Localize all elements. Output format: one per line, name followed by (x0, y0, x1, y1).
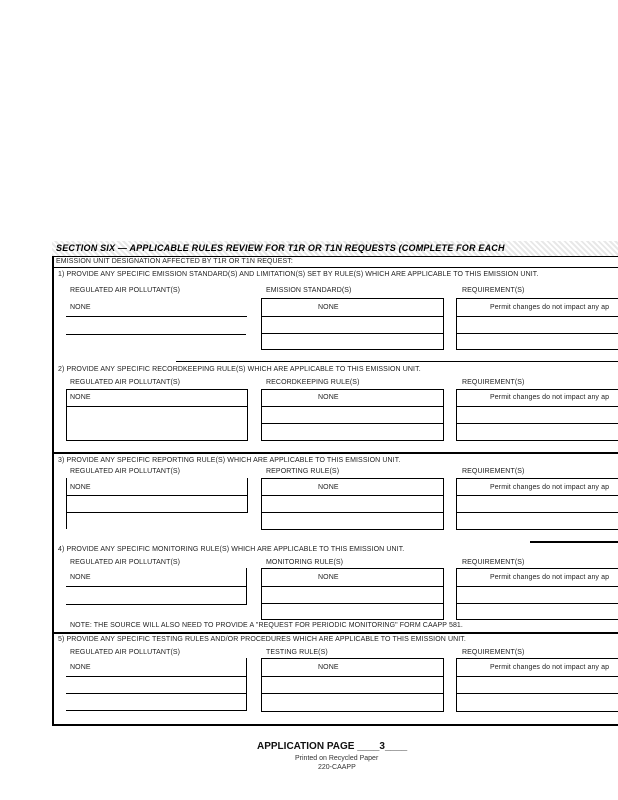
section-1-pollutant-value: NONE (70, 304, 91, 311)
application-page-label: APPLICATION PAGE ____3____ (257, 741, 408, 752)
section-5-rule-field[interactable] (261, 658, 444, 712)
section-3-col-requirement: REQUIREMENT(S) (462, 468, 525, 475)
section-2-pollutant-field[interactable] (66, 389, 248, 441)
section-4-col-requirement: REQUIREMENT(S) (462, 559, 525, 566)
divider (176, 361, 618, 362)
divider (456, 316, 618, 317)
section-1-col-standard: EMISSION STANDARD(S) (266, 287, 352, 294)
section-1-requirement-value: Permit changes do not impact any ap (490, 304, 610, 311)
divider (456, 586, 618, 587)
section-5-col-requirement: REQUIREMENT(S) (462, 649, 525, 656)
section-3-requirement-value: Permit changes do not impact any ap (490, 484, 610, 491)
section-3-rule-value: NONE (318, 484, 339, 491)
section-4-col-rule: MONITORING RULE(S) (266, 559, 344, 566)
divider (66, 316, 247, 317)
section-4-col-pollutant: REGULATED AIR POLLUTANT(S) (70, 559, 181, 566)
divider (456, 693, 618, 694)
section-4-note: NOTE: THE SOURCE WILL ALSO NEED TO PROVIDE A "REQUEST FOR PERIODIC MONITORING" FORM CAAPP 581. (70, 622, 463, 629)
section-2-rule-value: NONE (318, 394, 339, 401)
section-2-col-requirement: REQUIREMENT(S) (462, 379, 525, 386)
section-2-col-rule: RECORDKEEPING RULE(S) (266, 379, 360, 386)
section-5-pollutant-value: NONE (70, 664, 91, 671)
emission-unit-label: EMISSION UNIT DESIGNATION AFFECTED BY T1R OR T1N REQUEST: (56, 258, 293, 265)
section-5-pollutant-field[interactable] (66, 658, 247, 711)
section-1-standard-field[interactable] (261, 298, 444, 350)
section-1-col-pollutant: REGULATED AIR POLLUTANT(S) (70, 287, 181, 294)
divider (456, 512, 618, 513)
section-3-col-pollutant: REGULATED AIR POLLUTANT(S) (70, 468, 181, 475)
section-4-requirement-value: Permit changes do not impact any ap (490, 574, 610, 581)
section-3-pollutant-value: NONE (70, 484, 91, 491)
section-3-rule-field[interactable] (261, 478, 444, 530)
divider (456, 333, 618, 334)
section-1-heading: 1) PROVIDE ANY SPECIFIC EMISSION STANDARD(S) AND LIMITATION(S) SET BY RULE(S) WHICH ARE APPLICABLE TO THIS EMISSION UNIT. (58, 271, 539, 278)
section-5-heading: 5) PROVIDE ANY SPECIFIC TESTING RULES AND/OR PROCEDURES WHICH ARE APPLICABLE TO THIS EMISSION UNIT. (58, 636, 466, 643)
form-id: 220-CAAPP (318, 764, 356, 771)
section-divider (52, 452, 618, 454)
divider (456, 406, 618, 407)
divider (261, 512, 443, 513)
divider (261, 676, 443, 677)
section-4-pollutant-value: NONE (70, 574, 91, 581)
divider (261, 495, 443, 496)
divider (456, 423, 618, 424)
divider (456, 495, 618, 496)
section-2-rule-field[interactable] (261, 389, 444, 441)
divider (66, 406, 247, 407)
section-4-heading: 4) PROVIDE ANY SPECIFIC MONITORING RULE(S) WHICH ARE APPLICABLE TO THIS EMISSION UNIT. (58, 546, 405, 553)
divider (52, 267, 618, 268)
divider (66, 586, 247, 587)
divider (66, 676, 247, 677)
section-header (52, 241, 618, 257)
section-5-requirement-value: Permit changes do not impact any ap (490, 664, 610, 671)
section-divider (52, 632, 618, 634)
divider (261, 693, 443, 694)
section-3-col-rule: REPORTING RULE(S) (266, 468, 340, 475)
divider (66, 693, 247, 694)
printed-note: Printed on Recycled Paper (295, 755, 379, 762)
section-3-heading: 3) PROVIDE ANY SPECIFIC REPORTING RULE(S) WHICH ARE APPLICABLE TO THIS EMISSION UNIT. (58, 457, 401, 464)
section-2-col-pollutant: REGULATED AIR POLLUTANT(S) (70, 379, 181, 386)
divider (261, 423, 443, 424)
divider (261, 586, 443, 587)
divider (261, 406, 443, 407)
section-4-rule-field[interactable] (261, 568, 444, 620)
section-2-pollutant-value: NONE (70, 394, 91, 401)
section-4-rule-value: NONE (318, 574, 339, 581)
divider (456, 676, 618, 677)
section-5-col-rule: TESTING RULE(S) (266, 649, 328, 656)
divider (456, 603, 618, 604)
divider (66, 512, 67, 529)
section-5-col-pollutant: REGULATED AIR POLLUTANT(S) (70, 649, 181, 656)
divider (66, 495, 247, 496)
divider (261, 333, 443, 334)
section-title: SECTION SIX — APPLICABLE RULES REVIEW FOR T1R OR T1N REQUESTS (COMPLETE FOR EACH (56, 243, 505, 253)
section-1-col-requirement: REQUIREMENT(S) (462, 287, 525, 294)
section-5-rule-value: NONE (318, 664, 339, 671)
section-2-heading: 2) PROVIDE ANY SPECIFIC RECORDKEEPING RULE(S) WHICH ARE APPLICABLE TO THIS EMISSION UNIT. (58, 366, 421, 373)
section-2-requirement-value: Permit changes do not impact any ap (490, 394, 610, 401)
section-1-standard-value: NONE (318, 304, 339, 311)
divider (261, 316, 443, 317)
divider (530, 541, 618, 543)
divider (261, 603, 443, 604)
